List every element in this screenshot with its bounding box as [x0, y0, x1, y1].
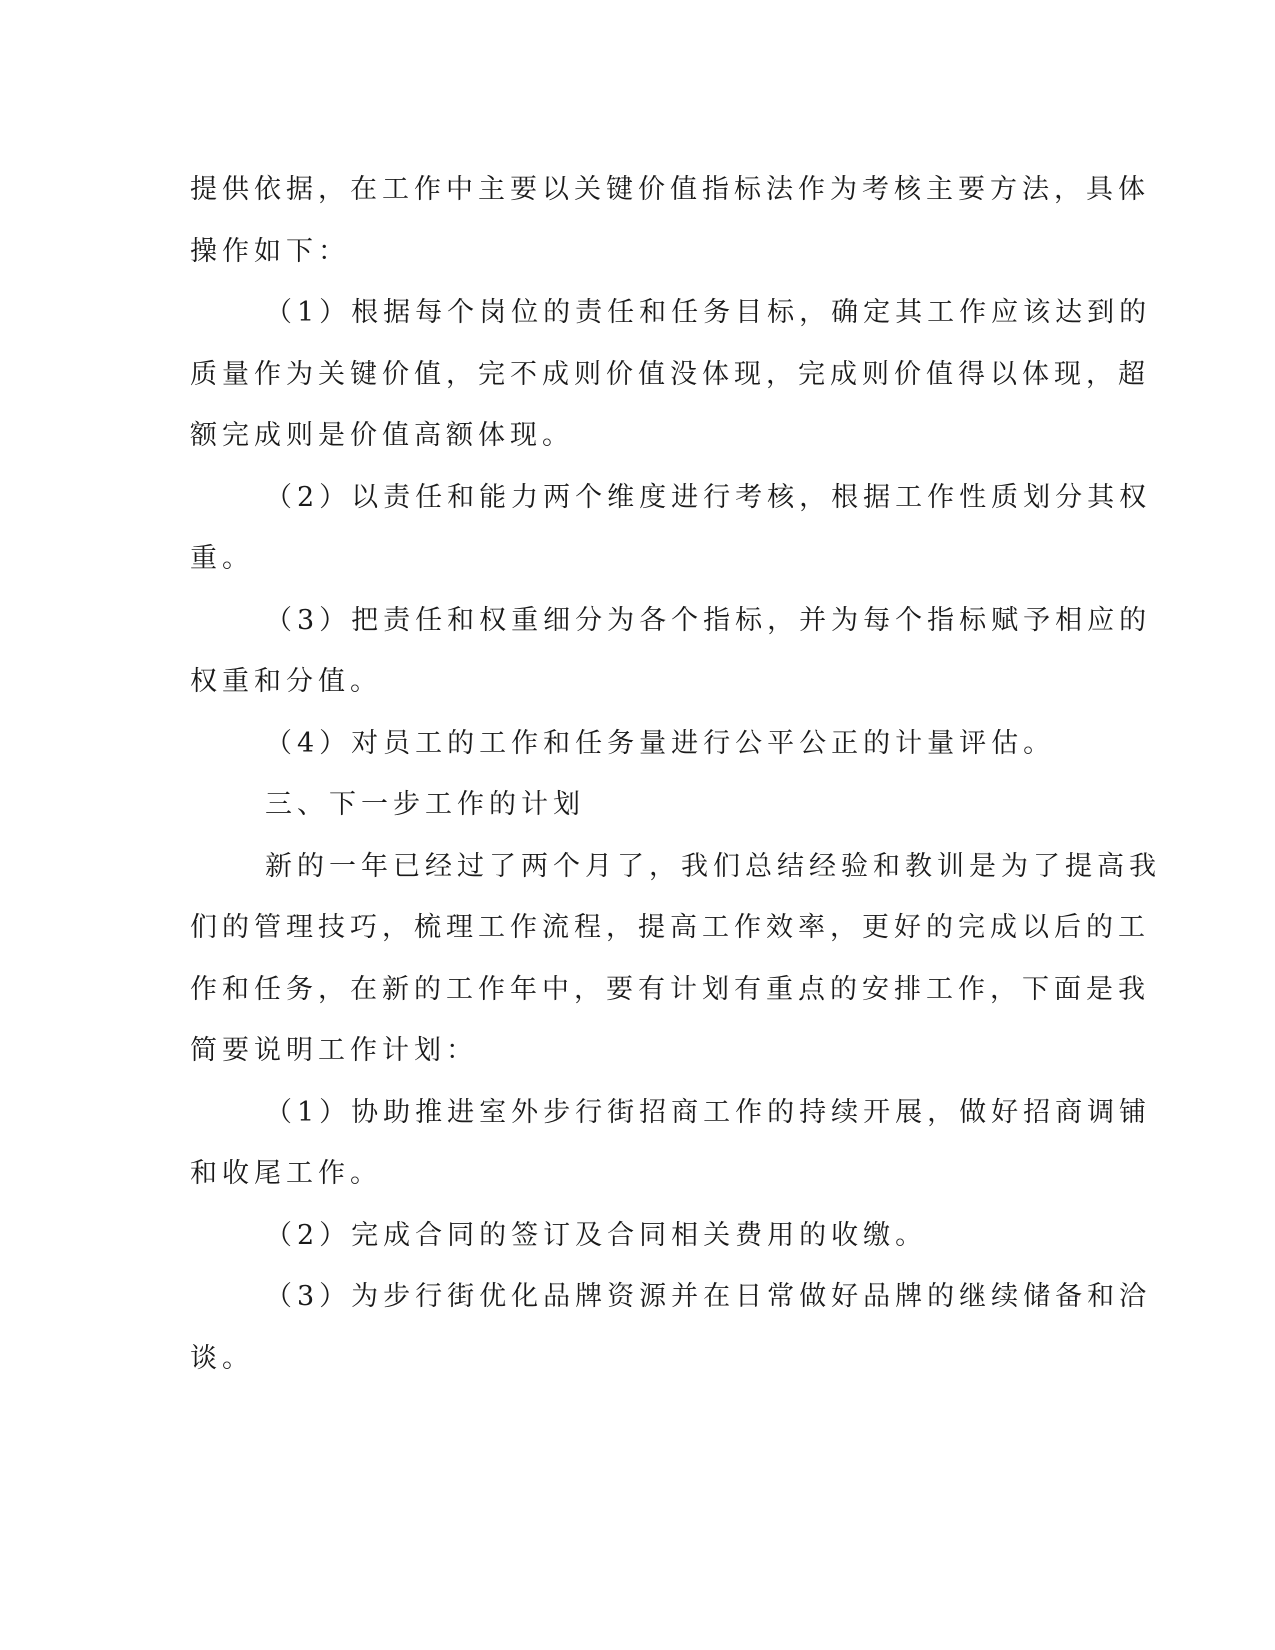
- list-item-4-line: （4）对员工的工作和任务量进行公平公正的计量评估。: [265, 727, 1056, 759]
- text-line: 质量作为关键价值，完不成则价值没体现，完成则价值得以体现，超: [190, 358, 1150, 390]
- list-item-1-line: （1）根据每个岗位的责任和任务目标，确定其工作应该达到的: [265, 297, 1152, 328]
- text-line: 和收尾工作。: [190, 1158, 382, 1189]
- list-item-3-line: （3）把责任和权重细分为各个指标，并为每个指标赋予相应的: [265, 604, 1152, 636]
- plan-item-1-line: （1）协助推进室外步行街招商工作的持续开展，做好招商调铺: [265, 1096, 1152, 1128]
- document-body: [190, 159, 1161, 1389]
- list-item-2-line: （2）以责任和能力两个维度进行考核，根据工作性质划分其权: [265, 481, 1152, 513]
- text-line: 额完成则是价值高额体现。: [190, 420, 574, 451]
- text-line: 操作如下：: [190, 235, 350, 267]
- paragraph-line: 新的一年已经过了两个月了，我们总结经验和教训是为了提高我: [265, 850, 1161, 882]
- text-line: 重。: [190, 543, 254, 574]
- text-line: 谈。: [190, 1342, 254, 1374]
- text-line: 权重和分值。: [190, 666, 382, 697]
- text-line: 简要说明工作计划：: [190, 1035, 478, 1066]
- text-line: 作和任务，在新的工作年中，要有计划有重点的安排工作，下面是我: [190, 973, 1150, 1005]
- text-line: 们的管理技巧，梳理工作流程，提高工作效率，更好的完成以后的工: [190, 912, 1150, 943]
- text-line: 提供依据，在工作中主要以关键价值指标法作为考核主要方法，具体: [190, 174, 1150, 205]
- plan-item-3-line: （3）为步行街优化品牌资源并在日常做好品牌的继续储备和洽: [265, 1281, 1152, 1312]
- section-heading: 三、下一步工作的计划: [265, 789, 585, 820]
- plan-item-2-line: （2）完成合同的签订及合同相关费用的收缴。: [265, 1219, 928, 1251]
